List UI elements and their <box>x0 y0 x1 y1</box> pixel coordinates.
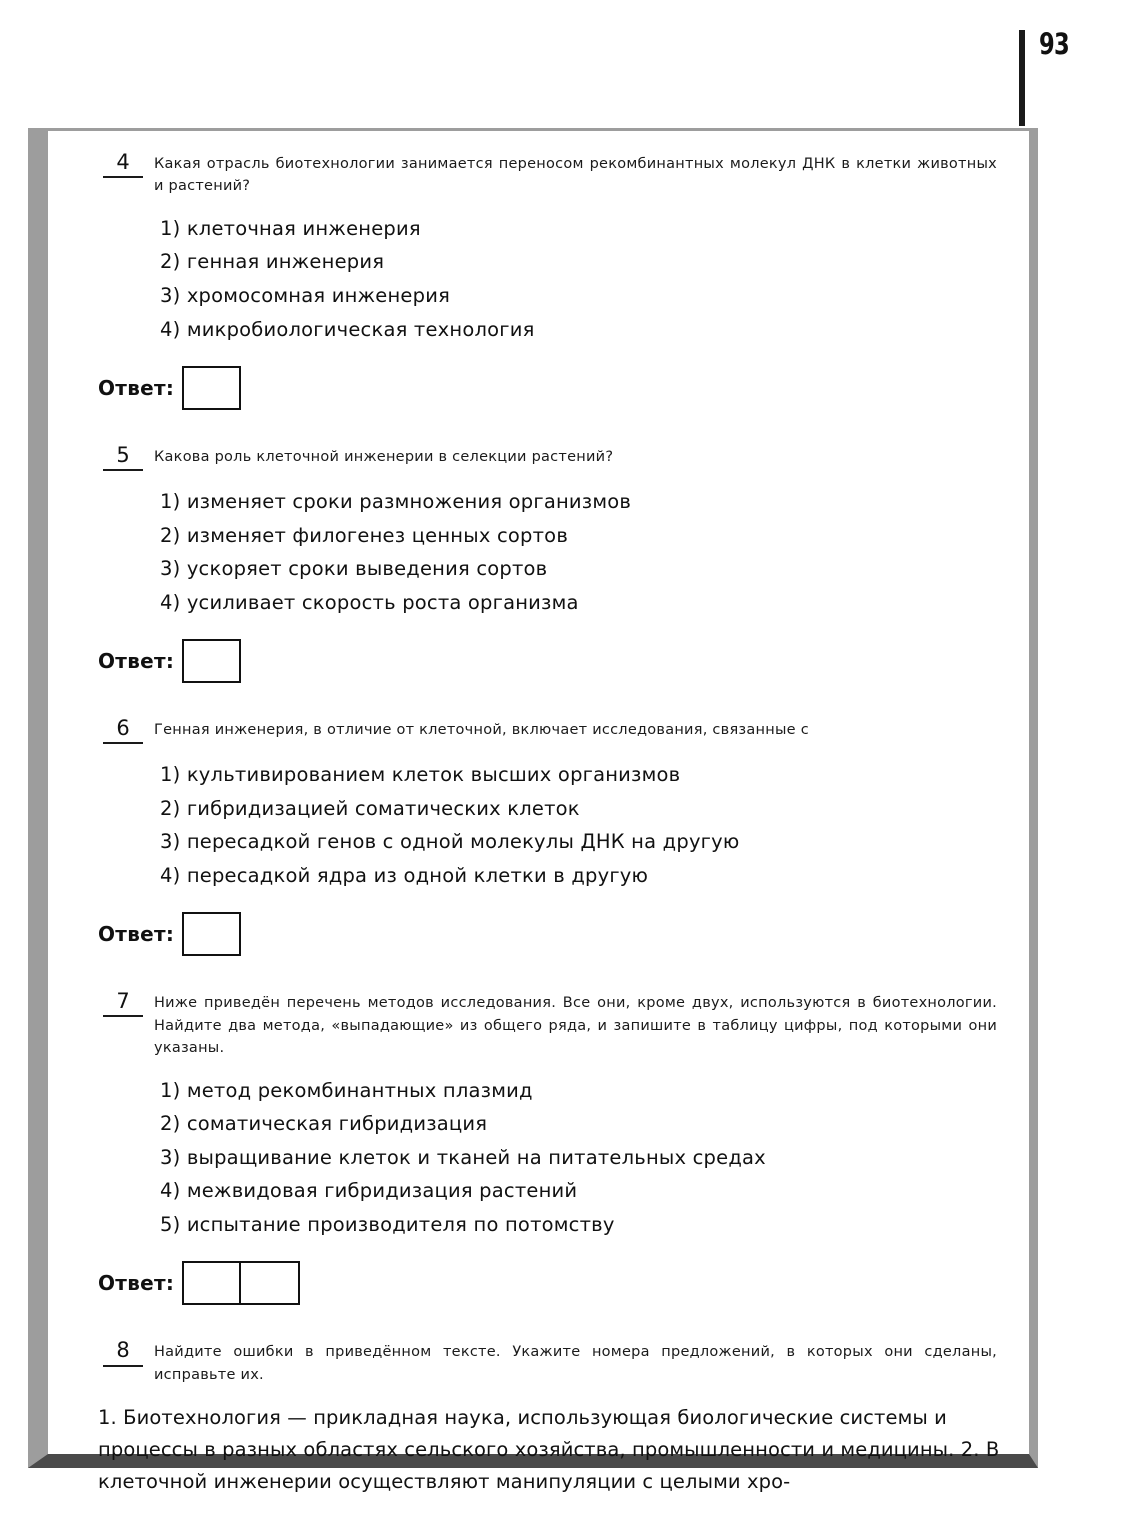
task-7-option-4[interactable]: 4) межвидовая гибридизация растений <box>160 1179 578 1203</box>
task-5-answer-box[interactable] <box>182 639 241 683</box>
task-4-answer-box[interactable] <box>182 366 241 410</box>
task-7-option-5[interactable]: 5) испытание производителя по потомству <box>160 1212 615 1236</box>
task-4-answer-cell[interactable] <box>182 366 241 410</box>
task-7-number <box>92 988 154 1017</box>
task-7-header <box>92 988 1003 1059</box>
spacer <box>92 416 1003 442</box>
task-8 <box>92 1337 1003 1497</box>
task-6-header <box>92 715 1003 744</box>
task-6-number-underline <box>103 742 143 744</box>
task-6-stem: Генная инженерия, в отличие от клеточной, включает исследования, связанные с <box>154 722 809 739</box>
task-8-header <box>92 1337 1003 1386</box>
task-4-header <box>92 149 1003 198</box>
task-6-option-4[interactable]: 4) пересадкой ядра из одной клетки в другую <box>160 863 649 887</box>
task-5-number <box>92 442 154 471</box>
task-4-stem: Какая отрасль биотехнологии занимается переносом рекомбинантных молекул ДНК в клетки животных и растений? <box>154 156 997 195</box>
task-6-number <box>92 715 154 744</box>
task-6-options <box>92 758 1003 892</box>
spacer <box>92 962 1003 988</box>
task-5-answer-label: Ответ: <box>98 649 175 674</box>
task-5-option-1[interactable]: 1) изменяет сроки размножения организмов <box>160 490 632 514</box>
task-7-answer-row <box>92 1261 1003 1305</box>
task-5-number-underline <box>103 469 143 471</box>
task-8-body-text: 1. Биотехнология — прикладная наука, использующая биологические системы и процессы в разных областях сельского хозяйства, промышленности и медицины. 2. В клеточной инженерии осуществляют манипуляции с целыми хро- <box>98 1406 1000 1493</box>
task-6-answer-row <box>92 912 1003 956</box>
task-5-option-2[interactable]: 2) изменяет филогенез ценных сортов <box>160 523 569 547</box>
spacer <box>92 689 1003 715</box>
task-5-answer-cell[interactable] <box>182 639 241 683</box>
task-7 <box>92 988 1003 1305</box>
task-5-options <box>92 485 1003 619</box>
task-8-number-underline <box>103 1365 143 1367</box>
task-7-option-1[interactable]: 1) метод рекомбинантных плазмид <box>160 1078 533 1102</box>
task-7-option-2[interactable]: 2) соматическая гибридизация <box>160 1112 488 1136</box>
task-7-answer-cell-1[interactable] <box>182 1261 241 1305</box>
page-number-rule <box>1019 30 1025 126</box>
task-5-option-3[interactable]: 3) ускоряет сроки выведения сортов <box>160 557 548 581</box>
task-6-number-digit: 6 <box>116 716 130 741</box>
task-7-answer-cell-2[interactable] <box>241 1261 300 1305</box>
task-5-stem: Какова роль клеточной инженерии в селекции растений? <box>154 449 614 466</box>
task-8-number <box>92 1337 154 1366</box>
task-4-number-digit: 4 <box>116 150 130 174</box>
task-6-option-1[interactable]: 1) культивированием клеток высших организмов <box>160 763 681 787</box>
task-4-number <box>92 149 154 178</box>
task-7-answer-label: Ответ: <box>98 1271 175 1296</box>
task-7-options <box>92 1074 1003 1242</box>
task-6-answer-label: Ответ: <box>98 922 175 947</box>
task-4 <box>92 149 1003 410</box>
task-5-answer-row <box>92 639 1003 683</box>
task-8-stem: Найдите ошибки в приведённом тексте. Укажите номера предложений, в которых они сделаны, исправьте их. <box>154 1344 997 1383</box>
task-4-answer-row <box>92 366 1003 410</box>
task-5-option-4[interactable]: 4) усиливает скорость роста организма <box>160 590 579 614</box>
task-7-stem: Ниже приведён перечень методов исследования. Все они, кроме двух, используются в биотехнологии. Найдите два метода, «выпадающие» из общего ряда, и запишите в таблицу цифры, под которыми они указаны. <box>154 995 997 1057</box>
spacer <box>92 1311 1003 1337</box>
task-7-number-underline <box>103 1015 143 1017</box>
task-4-number-underline <box>103 176 143 178</box>
task-6-answer-box[interactable] <box>182 912 241 956</box>
task-5-number-digit: 5 <box>116 443 130 468</box>
task-7-answer-box[interactable] <box>182 1261 300 1305</box>
worksheet-content <box>48 131 1029 1493</box>
task-4-option-1[interactable]: 1) клеточная инженерия <box>160 216 421 240</box>
task-7-number-digit: 7 <box>116 989 130 1014</box>
task-6-answer-cell[interactable] <box>182 912 241 956</box>
task-5 <box>92 442 1003 683</box>
task-6-option-2[interactable]: 2) гибридизацией соматических клеток <box>160 796 580 820</box>
worksheet-frame <box>28 128 1038 1493</box>
task-4-option-4[interactable]: 4) микробиологическая технология <box>160 317 535 341</box>
task-7-option-3[interactable]: 3) выращивание клеток и тканей на питательных средах <box>160 1145 766 1169</box>
task-6 <box>92 715 1003 956</box>
task-4-option-3[interactable]: 3) хромосомная инженерия <box>160 284 451 307</box>
task-8-number-digit: 8 <box>116 1338 130 1363</box>
page-number-block <box>1019 27 1077 126</box>
task-5-header <box>92 442 1003 471</box>
task-4-option-2[interactable]: 2) генная инженерия <box>160 250 385 274</box>
task-4-options <box>92 212 1003 346</box>
task-6-option-3[interactable]: 3) пересадкой генов с одной молекулы ДНК на другую <box>160 830 740 854</box>
task-4-answer-label: Ответ: <box>98 376 175 401</box>
page-number: 93 <box>1038 27 1069 61</box>
